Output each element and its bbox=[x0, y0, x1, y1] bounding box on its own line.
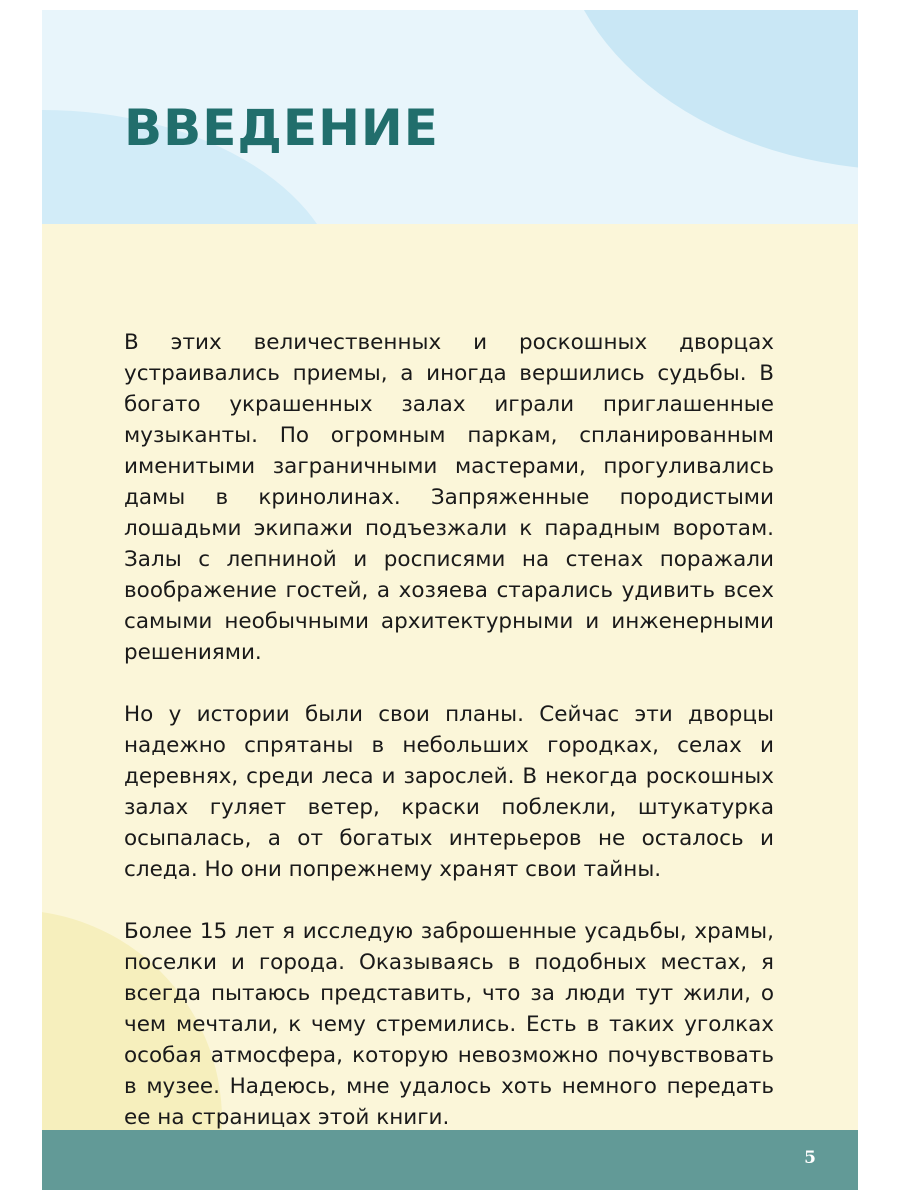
book-page bbox=[42, 10, 858, 1190]
decorative-blob-top-right bbox=[557, 10, 858, 170]
page-number: 5 bbox=[804, 1148, 816, 1168]
paragraph-3: Более 15 лет я исследую заброшенные усадьбы, храмы, поселки и города. Оказываясь в подобных местах, я всегда пытаюсь представить, что за люди тут жили, о чем мечтали, к чему стремились. Есть в таких уголках особая атмосфера, которую невозможно почувствовать в музее. Надеюсь, мне удалось хоть немного передать ее на страницах этой книги. bbox=[124, 919, 774, 1130]
paragraph-1: В этих величественных и роскошных дворцах устраивались приемы, а иногда вершились судьбы. В богато украшенных залах играли приглашенные музыканты. По огромным паркам, спланированным именитыми заграничными мастерами, прогуливались дамы в кринолинах. Запряженные породистыми лошадьми экипажи подъезжали к парадным воротам. Залы с лепниной и росписями на стенах поражали воображение гостей, а хозяева старались удивить всех самыми необычными архитектурными и инженерными решениями. bbox=[124, 330, 774, 665]
chapter-title: ВВЕДЕНИЕ bbox=[124, 99, 439, 157]
chapter-body bbox=[124, 327, 774, 1164]
paragraph-2: Но у истории были свои планы. Сейчас эти дворцы надежно спрятаны в небольших городках, селах и деревнях, среди леса и зарослей. В некогда роскошных залах гуляет ветер, краски поблекли, штукатурка осыпалась, а от богатых интерьеров не осталось и следа. Но они попрежнему хранят свои тайны. bbox=[124, 702, 774, 882]
footer-band bbox=[42, 1130, 858, 1190]
